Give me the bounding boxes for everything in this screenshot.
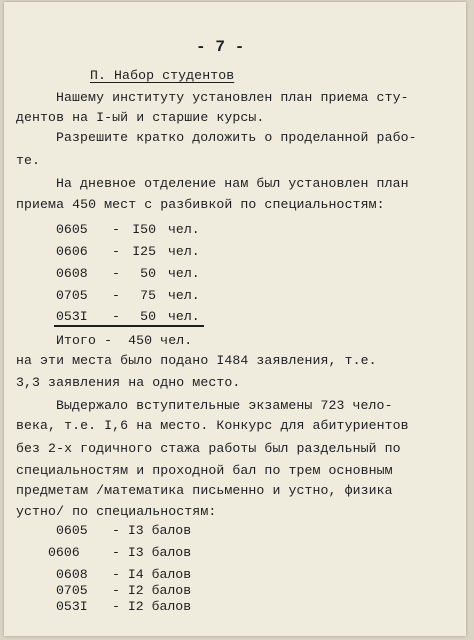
score-row <box>56 599 256 615</box>
plan-row <box>56 309 216 325</box>
score-row <box>48 545 248 561</box>
total-line: Итого - 450 чел. <box>56 333 193 348</box>
passing-score: - I2 балов <box>112 583 192 598</box>
unit-label: чел. <box>168 222 200 237</box>
dash: - <box>112 309 120 324</box>
text-line: Выдержало вступительные экзамены 723 чело- <box>56 398 393 413</box>
page-number: - 7 - <box>196 38 245 56</box>
passing-score: - I3 балов <box>112 545 192 560</box>
plan-row <box>56 266 216 282</box>
plan-row <box>56 222 216 238</box>
dash: - <box>112 288 120 303</box>
dash: - <box>112 222 120 237</box>
text-line: те. <box>16 153 41 168</box>
specialty-code: 053I <box>56 599 88 614</box>
text-line: Разрешите кратко доложить о проделанной рабо- <box>56 130 417 145</box>
text-line: дентов на I-ый и старшие курсы. <box>16 110 265 125</box>
passing-score: - I2 балов <box>112 599 192 614</box>
passing-score: - I4 балов <box>112 567 192 582</box>
unit-label: чел. <box>168 244 200 259</box>
section-title: П. Набор студентов <box>90 68 235 83</box>
specialty-code: 0705 <box>56 288 88 303</box>
plan-value: I50 <box>132 222 156 237</box>
plan-value: I25 <box>132 244 156 259</box>
unit-label: чел. <box>168 309 200 324</box>
total-rule <box>54 325 204 327</box>
plan-row <box>56 288 216 304</box>
specialty-code: 0605 <box>56 222 88 237</box>
plan-row <box>56 244 216 260</box>
document-page <box>4 2 466 636</box>
text-line: 3,3 заявления на одно место. <box>16 375 241 390</box>
specialty-code: 0605 <box>56 523 88 538</box>
score-row <box>56 523 256 539</box>
score-row <box>56 583 256 599</box>
text-line: приема 450 мест с разбивкой по специальностям: <box>16 197 385 212</box>
specialty-code: 0608 <box>56 266 88 281</box>
text-line: специальностям и проходной бал по трем основным <box>16 463 393 478</box>
specialty-code: 053I <box>56 309 88 324</box>
specialty-code: 0608 <box>56 567 88 582</box>
unit-label: чел. <box>168 288 200 303</box>
specialty-code: 0705 <box>56 583 88 598</box>
text-line: устно/ по специальностям: <box>16 504 217 519</box>
text-line: на эти места было подано I484 заявления, т.е. <box>16 353 377 368</box>
text-line: На дневное отделение нам был установлен план <box>56 176 409 191</box>
dash: - <box>112 266 120 281</box>
score-row <box>56 567 256 583</box>
unit-label: чел. <box>168 266 200 281</box>
specialty-code: 0606 <box>56 244 88 259</box>
passing-score: - I3 балов <box>112 523 192 538</box>
text-line: века, т.е. I,6 на место. Конкурс для абитуриентов <box>16 418 409 433</box>
text-line: Нашему институту установлен план приема сту- <box>56 90 409 105</box>
plan-value: 50 <box>140 266 156 281</box>
plan-value: 50 <box>140 309 156 324</box>
text-line: без 2-х годичного стажа работы был раздельный по <box>16 441 401 456</box>
text-line: предметам /математика письменно и устно, физика <box>16 483 393 498</box>
specialty-code: 0606 <box>48 545 80 560</box>
dash: - <box>112 244 120 259</box>
plan-value: 75 <box>140 288 156 303</box>
